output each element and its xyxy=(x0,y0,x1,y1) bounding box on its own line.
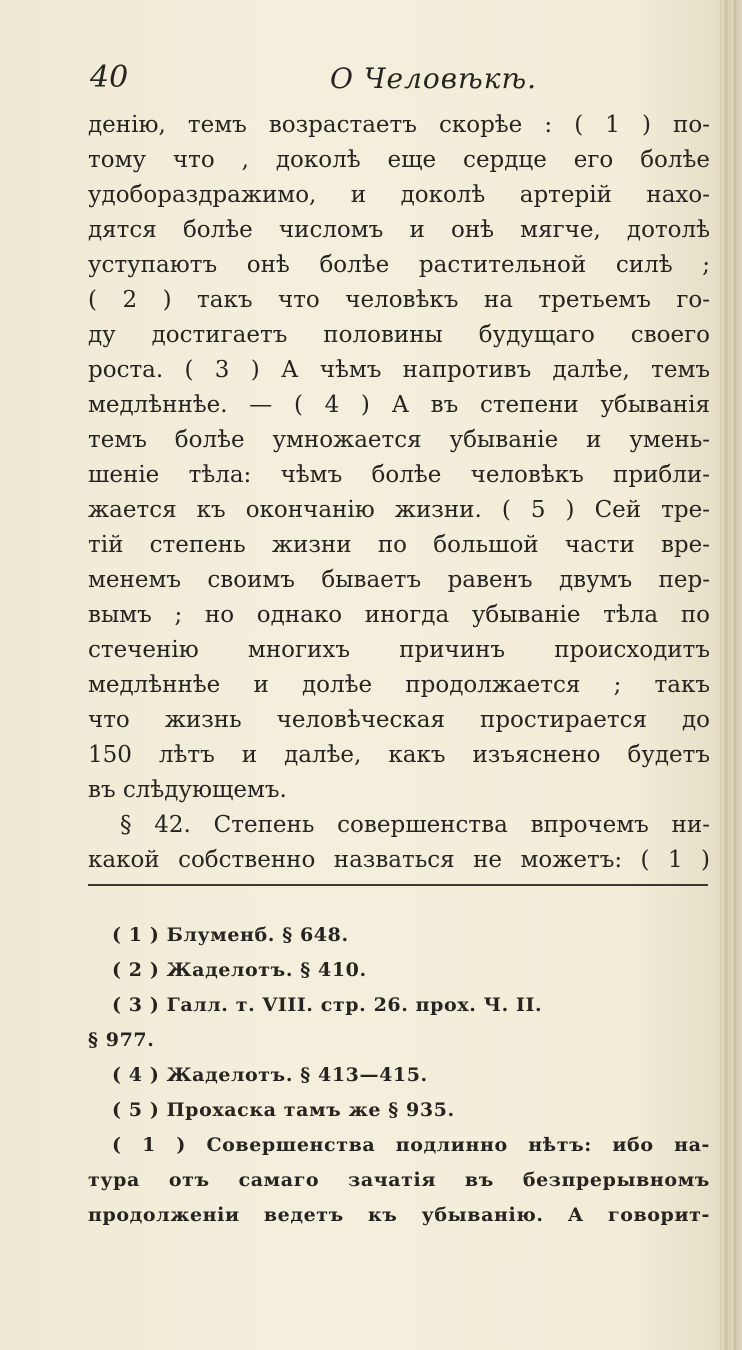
text-line: денію, темъ возрастаетъ скорѣе : ( 1 ) по- xyxy=(88,112,710,138)
text-line: роста. ( 3 ) А чѣмъ напротивъ далѣе, темъ xyxy=(88,357,710,383)
footnote: § 977. xyxy=(88,1029,155,1051)
running-title: О Человѣкѣ. xyxy=(330,62,538,95)
text-line: въ слѣдующемъ. xyxy=(88,777,287,803)
footnote-rule xyxy=(88,884,708,886)
footnote: продолженіи ведетъ къ убыванію. А говорит- xyxy=(88,1204,710,1226)
text-line: удобораздражимо, и доколѣ артерій нахо- xyxy=(88,182,710,208)
text-line: тій степень жизни по большой части вре- xyxy=(88,532,710,558)
text-line: 150 лѣтъ и далѣе, какъ изъяснено будетъ xyxy=(88,742,710,768)
text-line: шеніе тѣла: чѣмъ болѣе человѣкъ прибли- xyxy=(88,462,710,488)
text-line: что жизнь человѣческая простирается до xyxy=(88,707,710,733)
footnotes xyxy=(88,918,710,1233)
footnote: ( 3 ) Галл. т. VIII. стр. 26. прох. Ч. II. xyxy=(112,994,543,1016)
footnote: тура отъ самаго зачатія въ безпрерывномъ xyxy=(88,1169,710,1191)
text-line: стеченію многихъ причинъ происходитъ xyxy=(88,637,710,663)
text-line: тому что , доколѣ еще сердце его болѣе xyxy=(88,147,710,173)
text-line: дятся болѣе числомъ и онѣ мягче, дотолѣ xyxy=(88,217,710,243)
text-line: темъ болѣе умножается убываніе и умень- xyxy=(88,427,710,453)
text-line: вымъ ; но однако иногда убываніе тѣла по xyxy=(88,602,710,628)
footnote: ( 2 ) Жаделотъ. § 410. xyxy=(112,959,367,981)
text-line: жается къ окончанію жизни. ( 5 ) Сей тре- xyxy=(88,497,710,523)
page-number: 40 xyxy=(90,60,129,95)
text-line: медлѣннѣе и долѣе продолжается ; такъ xyxy=(88,672,710,698)
text-line: ду достигаетъ половины будущаго своего xyxy=(88,322,710,348)
text-line: ( 2 ) такъ что человѣкъ на третьемъ го- xyxy=(88,287,710,313)
text-line: менемъ своимъ бываетъ равенъ двумъ пер- xyxy=(88,567,710,593)
main-text xyxy=(88,108,710,878)
text-line: медлѣннѣе. — ( 4 ) А въ степени убыванія xyxy=(88,392,710,418)
footnote: ( 1 ) Совершенства подлинно нѣтъ: ибо на- xyxy=(112,1134,710,1156)
section-heading-line: § 42. Степень совершенства впрочемъ ни- xyxy=(120,812,710,838)
page-header xyxy=(90,60,650,100)
footnote: ( 1 ) Блуменб. § 648. xyxy=(112,924,349,946)
footnote: ( 4 ) Жаделотъ. § 413—415. xyxy=(112,1064,428,1086)
text-line: уступаютъ онѣ болѣе растительной силѣ ; xyxy=(88,252,710,278)
page-edge xyxy=(720,0,742,1350)
footnote: ( 5 ) Прохаска тамъ же § 935. xyxy=(112,1099,455,1121)
text-line: какой собственно назваться не можетъ: ( 1 ) xyxy=(88,847,710,873)
